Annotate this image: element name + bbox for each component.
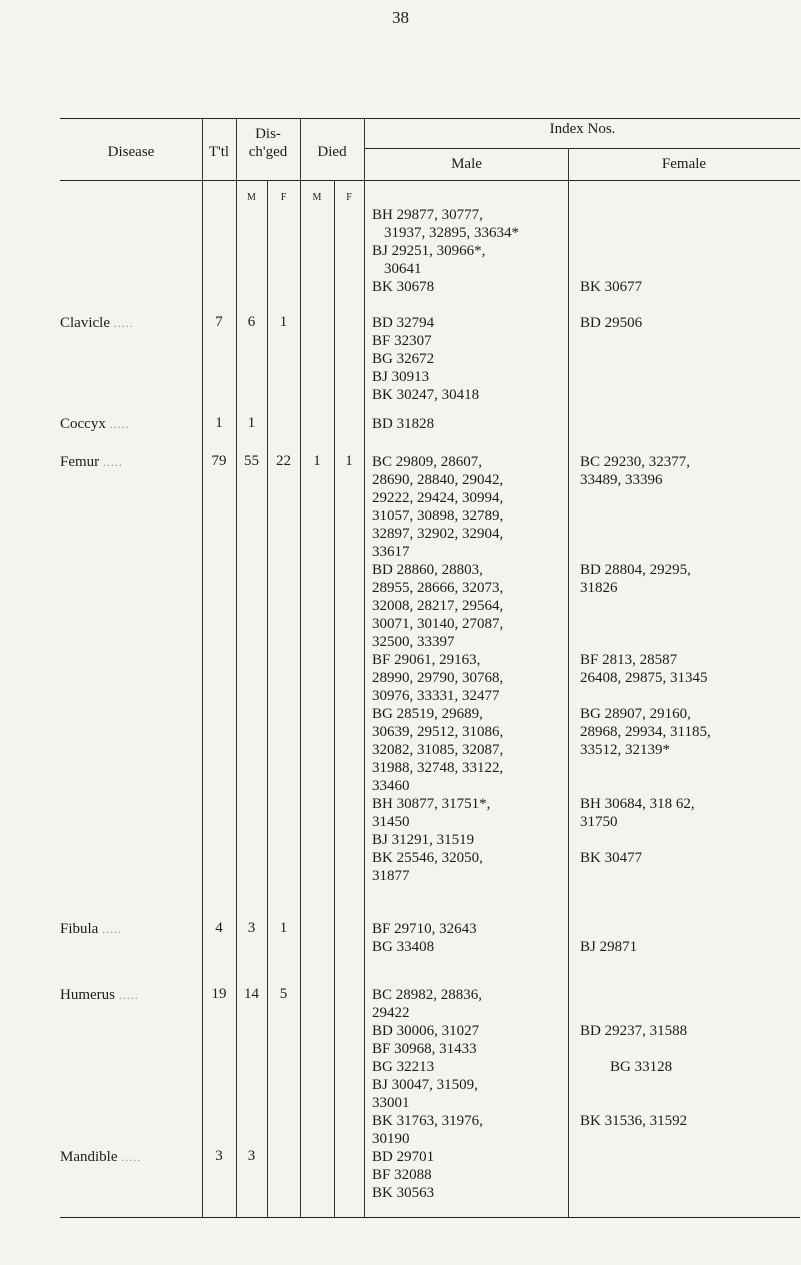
male-line: 31877 [372, 868, 410, 884]
female-line: BF 2813, 28587 [580, 652, 678, 668]
subheader-discharged-m: M [247, 192, 256, 203]
female-line: BJ 29871 [580, 939, 638, 955]
male-line: BD 32794 [372, 315, 435, 331]
col-sep-index [364, 118, 365, 1217]
female-line [580, 525, 711, 543]
discharged-f: 5 [279, 986, 288, 1002]
female-line [580, 687, 711, 705]
female-index-list [580, 1022, 687, 1130]
discharged-m: 3 [247, 1148, 256, 1164]
disease-name [60, 314, 134, 332]
discharged-m: 55 [244, 453, 259, 469]
male-index-list [372, 1148, 434, 1202]
male-line: 28990, 29790, 30768, [372, 670, 504, 686]
dot-leader: ..... [113, 316, 134, 330]
discharged-m: 14 [244, 986, 259, 1002]
disease-name [60, 1148, 141, 1166]
male-line: 33617 [372, 544, 410, 560]
discharged-m: 1 [247, 415, 256, 431]
dot-leader: ..... [118, 988, 139, 1002]
female-line: BK 31536, 31592 [580, 1113, 688, 1129]
header-male: Male [451, 156, 482, 172]
header-total: T'tl [208, 144, 230, 160]
male-line: 30641 [384, 261, 422, 277]
male-line: BK 30563 [372, 1185, 435, 1201]
male-index-list [372, 206, 519, 296]
discharged-m: 3 [247, 920, 256, 936]
female-line [580, 831, 711, 849]
female-index-list [580, 314, 642, 332]
index-sub-rule [365, 148, 800, 149]
total-count: 7 [215, 314, 223, 330]
disease-label: Femur [60, 454, 100, 470]
dot-leader: ..... [109, 417, 130, 431]
male-line: BF 32307 [372, 333, 432, 349]
page-number: 38 [392, 8, 409, 27]
disease-name [60, 415, 130, 433]
female-line [580, 1076, 687, 1094]
male-index-list [372, 314, 479, 404]
male-line: BK 30678 [372, 279, 435, 295]
male-line: BG 28519, 29689, [372, 706, 483, 722]
male-line: BG 33408 [372, 939, 435, 955]
male-line: 30071, 30140, 27087, [372, 616, 504, 632]
male-line: 30976, 33331, 32477 [372, 688, 500, 704]
header-disease: Disease [107, 144, 155, 160]
header-died: Died [317, 144, 347, 160]
male-line: 31988, 32748, 33122, [372, 760, 504, 776]
male-line: 28955, 28666, 32073, [372, 580, 504, 596]
female-line [580, 543, 711, 561]
male-line: BC 29809, 28607, [372, 454, 483, 470]
female-line: 33489, 33396 [580, 472, 663, 488]
female-index-list [580, 453, 711, 867]
dot-leader: ..... [102, 455, 123, 469]
total-count: 79 [211, 453, 227, 469]
male-index-list [372, 415, 434, 433]
col-sep-died [300, 118, 301, 1217]
subheader-discharged-f: F [280, 192, 287, 203]
male-line: 32008, 28217, 29564, [372, 598, 504, 614]
male-line: BD 29701 [372, 1149, 435, 1165]
col-sep-died-mf [334, 180, 335, 1217]
header-female: Female [661, 156, 707, 172]
disease-label: Coccyx [60, 416, 106, 432]
male-line: 29222, 29424, 30994, [372, 490, 504, 506]
table-bottom-rule [60, 1217, 800, 1218]
died-f: 1 [345, 453, 353, 469]
female-line: 26408, 29875, 31345 [580, 670, 708, 686]
female-index-list [580, 278, 642, 296]
male-line: 28690, 28840, 29042, [372, 472, 504, 488]
total-count: 3 [215, 1148, 223, 1164]
disease-name [60, 453, 123, 471]
disease-label: Humerus [60, 987, 115, 1003]
col-sep-dis-mf [267, 180, 268, 1217]
col-sep-total [202, 118, 203, 1217]
male-line: BC 28982, 28836, [372, 987, 483, 1003]
female-line [580, 615, 711, 633]
female-line: BD 29237, 31588 [580, 1023, 688, 1039]
male-line: 31937, 32895, 33634* [384, 225, 519, 241]
female-line: BD 29506 [580, 315, 643, 331]
disease-name [60, 920, 122, 938]
disease-label: Fibula [60, 921, 99, 937]
female-line: BG 33128 [610, 1059, 673, 1075]
male-line: 31057, 30898, 32789, [372, 508, 504, 524]
male-index-list [372, 986, 483, 1148]
table-top-rule [60, 118, 800, 119]
male-line: BH 29877, 30777, [372, 207, 483, 223]
female-line: BG 28907, 29160, [580, 706, 691, 722]
male-line: BF 32088 [372, 1167, 432, 1183]
female-line [580, 633, 711, 651]
female-line: BD 28804, 29295, [580, 562, 691, 578]
subheader-died-m: M [312, 192, 322, 203]
male-line: BG 32213 [372, 1059, 435, 1075]
female-line [580, 1094, 687, 1112]
male-line: 31450 [372, 814, 410, 830]
male-line: BH 30877, 31751*, [372, 796, 491, 812]
male-line: 32082, 31085, 32087, [372, 742, 504, 758]
header-discharged-line1: Dis- [255, 126, 281, 142]
male-line: BF 29710, 32643 [372, 921, 477, 937]
total-count: 19 [211, 986, 227, 1002]
female-line: BC 29230, 32377, [580, 454, 691, 470]
female-line [580, 597, 711, 615]
female-line [580, 777, 711, 795]
male-line: BJ 31291, 31519 [372, 832, 475, 848]
female-line [580, 507, 711, 525]
total-count: 1 [215, 415, 223, 431]
male-index-list [372, 453, 503, 885]
male-line: 30639, 29512, 31086, [372, 724, 504, 740]
discharged-f: 22 [276, 453, 291, 469]
female-line [580, 1040, 687, 1058]
female-line: BH 30684, 318 62, [580, 796, 695, 812]
dot-leader: ..... [121, 1150, 142, 1164]
disease-label: Clavicle [60, 315, 110, 331]
disease-name [60, 986, 139, 1004]
female-line: 33512, 32139* [580, 742, 670, 758]
male-line: BD 30006, 31027 [372, 1023, 480, 1039]
male-line: BD 28860, 28803, [372, 562, 483, 578]
col-sep-male-female [568, 148, 569, 1217]
male-line: BK 25546, 32050, [372, 850, 483, 866]
male-line: 33001 [372, 1095, 410, 1111]
female-line: BK 30477 [580, 850, 643, 866]
died-m: 1 [313, 453, 321, 469]
male-line: 32500, 33397 [372, 634, 455, 650]
female-index-list [580, 938, 637, 956]
female-line: BK 30677 [580, 279, 643, 295]
male-line: BJ 29251, 30966*, [372, 243, 486, 259]
header-discharged-line2: ch'ged [248, 144, 288, 160]
col-sep-discharged [236, 118, 237, 1217]
female-line: 31826 [580, 580, 618, 596]
male-line: 33460 [372, 778, 410, 794]
male-line: BK 31763, 31976, [372, 1113, 483, 1129]
dot-leader: ..... [102, 922, 123, 936]
male-line: BF 29061, 29163, [372, 652, 481, 668]
male-line: 30190 [372, 1131, 410, 1147]
header-index-nos: Index Nos. [549, 121, 616, 137]
disease-label: Mandible [60, 1149, 118, 1165]
male-line: BK 30247, 30418 [372, 387, 480, 403]
male-line: BF 30968, 31433 [372, 1041, 477, 1057]
female-line [580, 489, 711, 507]
header-bottom-rule [60, 180, 800, 181]
male-line: BG 32672 [372, 351, 435, 367]
female-line: 31750 [580, 814, 618, 830]
discharged-m: 6 [247, 314, 256, 330]
subheader-died-f: F [346, 192, 352, 203]
discharged-f: 1 [279, 920, 288, 936]
male-index-list [372, 920, 477, 956]
male-line: BJ 30913 [372, 369, 430, 385]
male-line: BD 31828 [372, 416, 435, 432]
discharged-f: 1 [279, 314, 288, 330]
female-line [580, 759, 711, 777]
total-count: 4 [215, 920, 223, 936]
female-line: 28968, 29934, 31185, [580, 724, 711, 740]
male-line: BJ 30047, 31509, [372, 1077, 478, 1093]
male-line: 32897, 32902, 32904, [372, 526, 504, 542]
male-line: 29422 [372, 1005, 410, 1021]
